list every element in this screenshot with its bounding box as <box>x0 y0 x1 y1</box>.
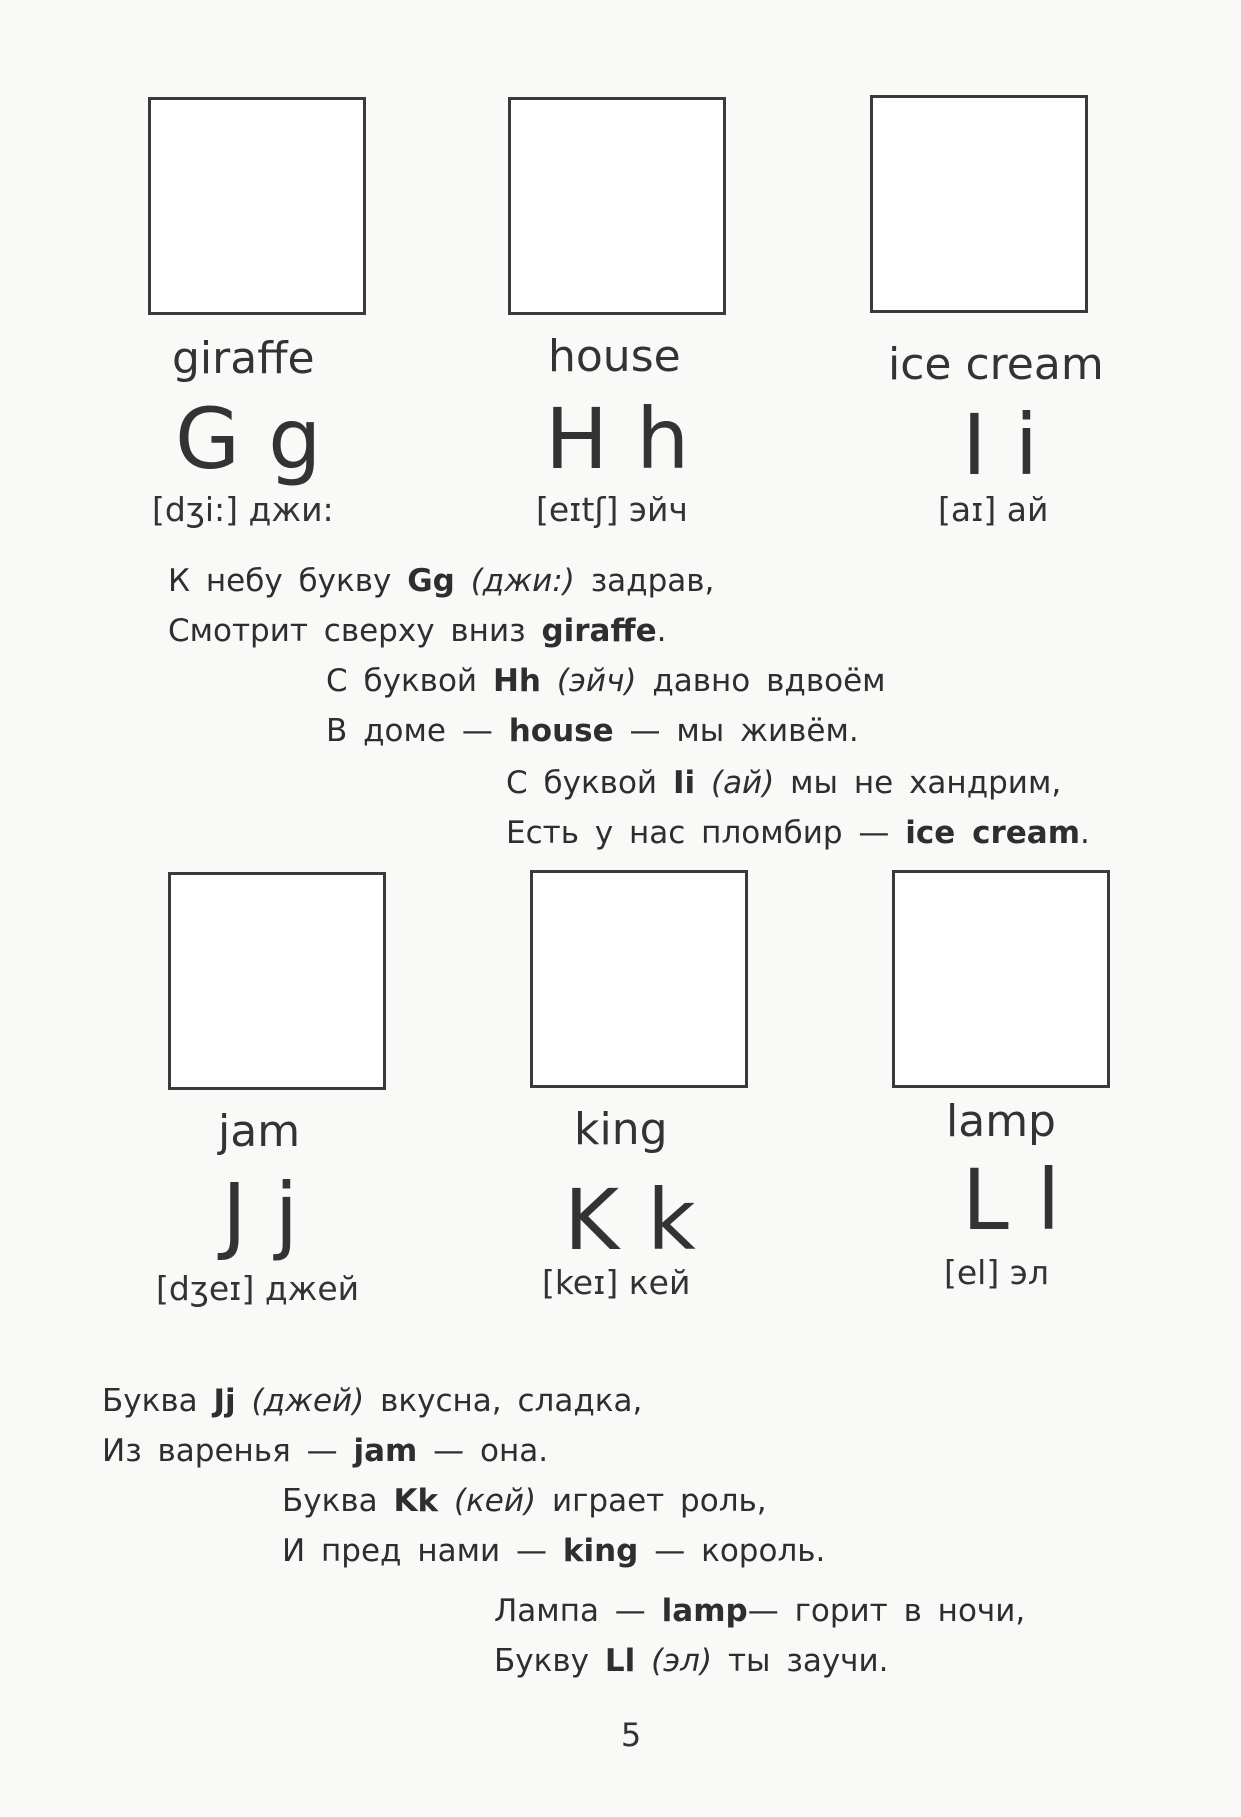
card-word: ice cream <box>888 339 1104 390</box>
uppercase-letter: L <box>962 1151 1013 1249</box>
uppercase-letter: J <box>222 1165 251 1263</box>
card-pronunciation <box>938 490 1049 529</box>
reading: джей <box>264 1269 360 1308</box>
card-word: jam <box>218 1106 301 1157</box>
transcription: [eɪtʃ] <box>536 490 619 529</box>
verse-j-line-2: Из варенья — jam — она. <box>102 1433 549 1469</box>
picture-box <box>508 97 726 315</box>
verse-k-line-1: Буква Kk (кей) играет роль, <box>282 1483 767 1519</box>
verse-l-line-1: Лампа — lamp— горит в ночи, <box>494 1593 1026 1629</box>
verse-l-line-2: Букву Ll (эл) ты заучи. <box>494 1643 889 1679</box>
card-letters <box>175 390 326 488</box>
card-word: house <box>548 331 681 382</box>
card-letters <box>962 396 1043 494</box>
card-pronunciation <box>542 1263 691 1302</box>
uppercase-letter: H <box>545 390 613 488</box>
reading: эйч <box>628 490 688 529</box>
picture-box <box>870 95 1088 313</box>
reading: эл <box>1009 1253 1049 1292</box>
lowercase-letter: g <box>268 390 326 488</box>
card-pronunciation <box>152 490 334 529</box>
verse-g-line-1: К небу букву Gg (джи:) задрав, <box>168 563 715 599</box>
picture-box <box>530 870 748 1088</box>
page-number: 5 <box>620 1716 642 1754</box>
transcription: [keɪ] <box>542 1263 619 1302</box>
card-letters <box>962 1151 1065 1249</box>
verse-i-line-2: Есть у нас пломбир — ice cream. <box>506 815 1090 851</box>
card-pronunciation <box>156 1269 360 1308</box>
picture-box <box>892 870 1110 1088</box>
transcription: [aɪ] <box>938 490 997 529</box>
verse-g-line-2: Смотрит сверху вниз giraffe. <box>168 613 667 649</box>
reading: кей <box>628 1263 691 1302</box>
picture-box <box>148 97 366 315</box>
bleed-through-texture <box>860 575 870 610</box>
verse-i-line-1: С буквой Ii (ай) мы не хандрим, <box>506 765 1062 801</box>
reading: джи: <box>248 490 334 529</box>
lowercase-letter: i <box>1014 396 1043 494</box>
verse-j-line-1: Буква Jj (джей) вкусна, сладка, <box>102 1383 643 1419</box>
transcription: [dʒi:] <box>152 490 239 529</box>
card-pronunciation <box>536 490 688 529</box>
reading: ай <box>1006 490 1049 529</box>
transcription: [el] <box>944 1253 1000 1292</box>
lowercase-letter: k <box>647 1171 700 1269</box>
transcription: [dʒeɪ] <box>156 1269 255 1308</box>
lowercase-letter: l <box>1036 1151 1065 1249</box>
card-letters <box>564 1171 700 1269</box>
card-word: king <box>574 1104 668 1155</box>
picture-box <box>168 872 386 1090</box>
uppercase-letter: G <box>175 390 245 488</box>
card-pronunciation <box>944 1253 1049 1292</box>
card-word: giraffe <box>172 333 315 384</box>
uppercase-letter: K <box>564 1171 624 1269</box>
verse-k-line-2: И пред нами — king — король. <box>282 1533 826 1569</box>
card-letters <box>545 390 694 488</box>
uppercase-letter: I <box>962 396 991 494</box>
lowercase-letter: j <box>274 1165 303 1263</box>
lowercase-letter: h <box>636 390 694 488</box>
card-letters <box>222 1165 303 1263</box>
verse-h-line-1: С буквой Hh (эйч) давно вдвоём <box>326 663 886 699</box>
card-word: lamp <box>946 1096 1056 1147</box>
verse-h-line-2: В доме — house — мы живём. <box>326 713 859 749</box>
